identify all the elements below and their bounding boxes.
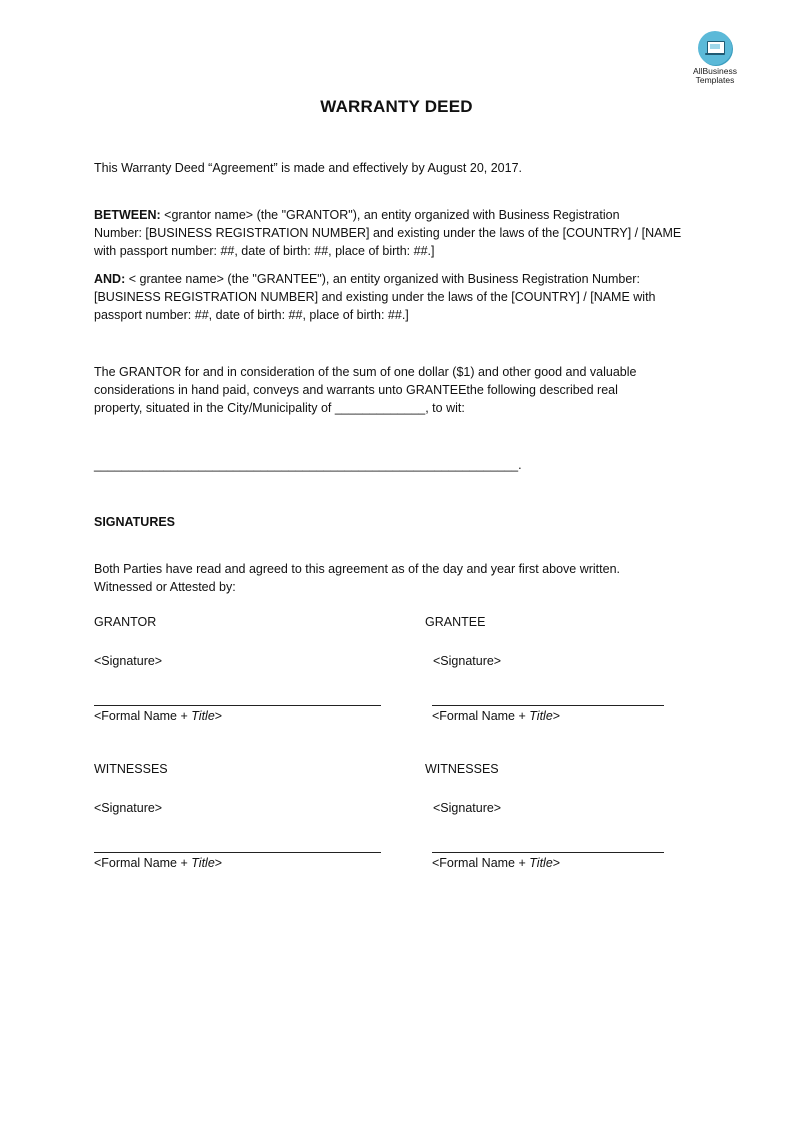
property-description-blank: _____________________________________________________________. bbox=[94, 458, 522, 472]
agreement-statement: Both Parties have read and agreed to this agreement as of the day and year first above written. bbox=[94, 562, 621, 576]
and-line-2: [BUSINESS REGISTRATION NUMBER] and existing under the laws of the [COUNTRY] / [NAME with bbox=[94, 290, 656, 304]
and-text-1: < grantee name> (the "GRANTEE"), an entity organized with Business Registration Number: bbox=[125, 272, 640, 286]
grantor-witnesses-label: WITNESSES bbox=[94, 762, 168, 776]
witness-statement: Witnessed or Attested by: bbox=[94, 580, 236, 594]
grantee-witness-signature-placeholder: <Signature> bbox=[433, 801, 502, 815]
grantee-label: GRANTEE bbox=[425, 615, 486, 629]
grantee-signature-line bbox=[432, 705, 664, 706]
document-title: WARRANTY DEED bbox=[320, 97, 473, 116]
grantee-witness-formal-name: <Formal Name + Title> bbox=[432, 856, 561, 870]
between-label: BETWEEN: bbox=[94, 208, 161, 222]
grantor-signature-placeholder: <Signature> bbox=[94, 654, 163, 668]
between-line-1 bbox=[94, 206, 620, 224]
grantee-formal-name: <Formal Name + Title> bbox=[432, 709, 561, 723]
consideration-line-3: property, situated in the City/Municipality of _____________, to wit: bbox=[94, 401, 465, 415]
grantee-signature-placeholder: <Signature> bbox=[433, 654, 502, 668]
grantor-label: GRANTOR bbox=[94, 615, 157, 629]
grantor-witness-signature-line bbox=[94, 852, 381, 853]
and-line-1 bbox=[94, 270, 640, 288]
consideration-line-1: The GRANTOR for and in consideration of the sum of one dollar ($1) and other good and valuable bbox=[94, 365, 637, 379]
between-line-2: Number: [BUSINESS REGISTRATION NUMBER] and existing under the laws of the [COUNTRY] / [NAME bbox=[94, 226, 682, 240]
grantor-signature-line bbox=[94, 705, 381, 706]
and-label: AND: bbox=[94, 272, 126, 286]
grantor-witness-formal-name: <Formal Name + Title> bbox=[94, 856, 223, 870]
allbusiness-templates-logo bbox=[683, 31, 747, 85]
signatures-heading: SIGNATURES bbox=[94, 515, 176, 529]
laptop-icon bbox=[698, 31, 732, 65]
logo-text-line1: AllBusiness bbox=[693, 66, 737, 76]
logo-text-line2: Templates bbox=[695, 75, 735, 85]
consideration-line-2: considerations in hand paid, conveys and warrants unto GRANTEEthe following described real bbox=[94, 383, 618, 397]
grantee-witnesses-label: WITNESSES bbox=[425, 762, 499, 776]
grantee-witness-signature-line bbox=[432, 852, 664, 853]
grantor-formal-name: <Formal Name + Title> bbox=[94, 709, 223, 723]
and-line-3: passport number: ##, date of birth: ##, place of birth: ##.] bbox=[94, 308, 409, 322]
between-text-1: <grantor name> (the "GRANTOR"), an entity organized with Business Registration bbox=[160, 208, 620, 222]
grantor-witness-signature-placeholder: <Signature> bbox=[94, 801, 163, 815]
intro-paragraph: This Warranty Deed “Agreement” is made and effectively by August 20, 2017. bbox=[94, 161, 522, 175]
between-line-3: with passport number: ##, date of birth: ##, place of birth: ##.] bbox=[94, 244, 435, 258]
